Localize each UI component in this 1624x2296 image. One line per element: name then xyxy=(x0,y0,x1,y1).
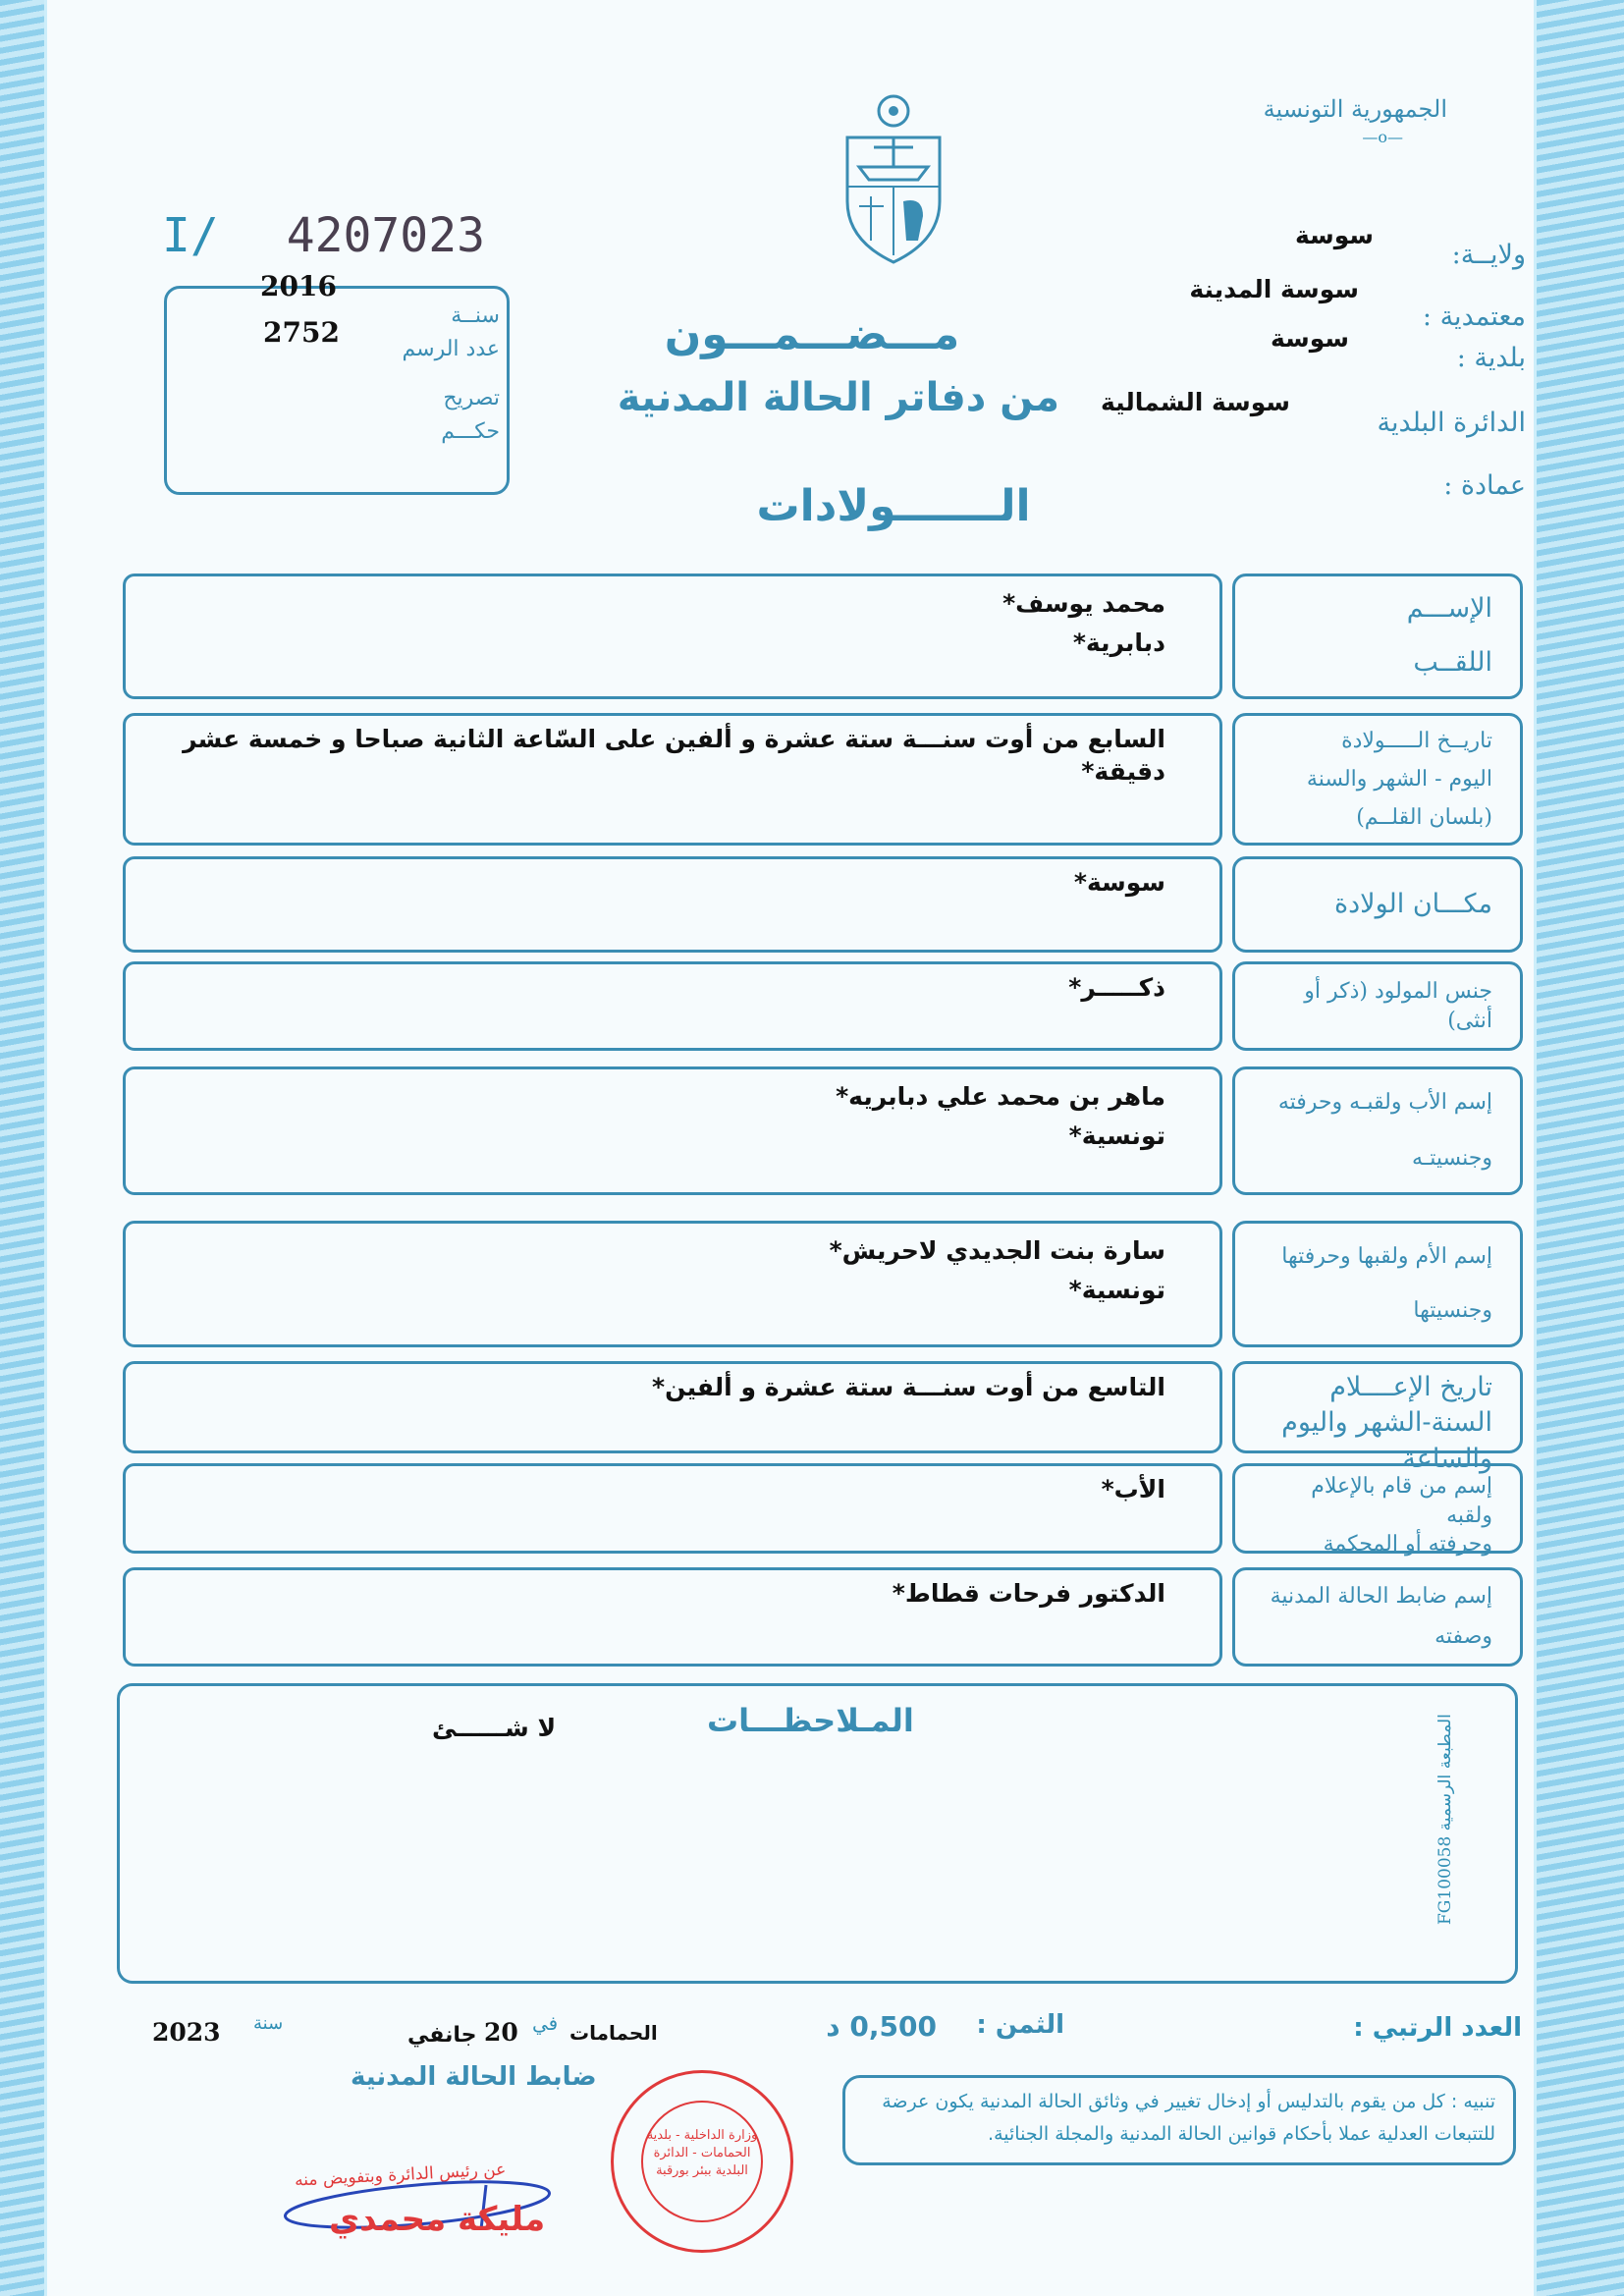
row-value-box xyxy=(123,1361,1222,1453)
row-value: ماهر بن محمد علي دبابريه* xyxy=(836,1082,1165,1111)
row-value-box xyxy=(123,1221,1222,1347)
row-label: اللقــب xyxy=(1413,647,1492,679)
row-label: إسم الأب ولقبـه وحرفته xyxy=(1277,1090,1492,1116)
governorate-value: سوسة xyxy=(1294,221,1374,249)
section-title-births: الـــــــولادات xyxy=(756,481,1031,531)
place-value: الحمامات xyxy=(569,2021,658,2045)
row-value: محمد يوسف* xyxy=(1002,589,1165,618)
price-label: الثمن : xyxy=(976,2010,1064,2040)
row-label: إسم من قام بالإعلام ولقبه xyxy=(1311,1474,1492,1528)
row-label-box xyxy=(1232,1567,1523,1667)
row-value: دبابرية* xyxy=(1072,629,1165,657)
row-label-box xyxy=(1232,1221,1523,1347)
row-value: سارة بنت الجديدي لاحريش* xyxy=(829,1236,1165,1265)
row-value: تونسية* xyxy=(1068,1276,1165,1304)
warning-text: تنبيه : كل من يقوم بالتدليس أو إدخال تغيير في وثائق الحالة المدنية يكون عرضة للتتبعات العدلية عملا بأحكام قوانين الحالة المدنية والمجلة الجنائية. xyxy=(882,2091,1495,2146)
document-title: مـــضـــمـــون xyxy=(664,309,960,359)
row-label: تاريــخ الـــــولادة xyxy=(1341,728,1492,753)
row-label: مكـــان الولادة xyxy=(1334,888,1492,919)
row-label: وجنسيتها xyxy=(1413,1298,1492,1324)
row-value: السابع من أوت سنـــة ستة عشرة و ألفين على السّاعة الثانية صباحا و خمسة عشر دقيقة* xyxy=(183,725,1165,786)
remarks-value: لا شــــــئ xyxy=(432,1714,557,1742)
row-label-box xyxy=(1232,961,1523,1051)
date-year: 2023 xyxy=(152,2018,221,2047)
serial-number: 4207023 xyxy=(286,208,485,263)
row-value-box xyxy=(123,1066,1222,1195)
governorate-label: ولايــة: xyxy=(1451,240,1526,270)
row-label: (بلسان القلــم) xyxy=(1356,804,1492,830)
delegation-label: معتمدية : xyxy=(1422,301,1526,332)
row-label-box xyxy=(1232,1463,1523,1558)
tunisia-coat-of-arms-emblem xyxy=(839,93,947,265)
row-value: الدكتور فرحات قطاط* xyxy=(892,1579,1165,1608)
row-label: وجنسيتـه xyxy=(1411,1145,1492,1171)
date-month: جانفي xyxy=(407,2023,477,2048)
judgment-label: حكـــم xyxy=(441,419,500,445)
row-value-box xyxy=(123,1463,1222,1554)
signature-name: مليكة محمدي xyxy=(329,2200,546,2239)
official-stamp xyxy=(611,2070,793,2253)
municipality-value: سوسة xyxy=(1270,324,1349,353)
row-label: تاريخ الإعــــلام xyxy=(1329,1372,1492,1402)
year-label: سنــة xyxy=(451,303,500,328)
municipality-label: بلدية : xyxy=(1456,343,1526,373)
signature-delegation-text: عن رئيس الدائرة وبتفويض منه xyxy=(294,2159,507,2191)
row-label-box xyxy=(1232,856,1523,953)
remarks-label: المـلاحظـــات xyxy=(707,1702,914,1739)
official-printer-mark: المطبعة الرسمية FG100058 xyxy=(1435,1714,1455,1925)
row-label-box xyxy=(1232,574,1523,699)
record-number-label: عدد الرسم xyxy=(402,337,500,362)
date-day: 20 xyxy=(484,2018,518,2047)
officer-title: ضابط الحالة المدنية xyxy=(351,2062,597,2092)
row-label: إسم الأم ولقبها وحرفتها xyxy=(1281,1243,1492,1269)
document-subtitle: من دفاتر الحالة المدنية xyxy=(617,375,1059,420)
delegation-value: سوسة المدينة xyxy=(1189,275,1359,303)
row-value-box xyxy=(123,574,1222,699)
header-divider: —o— xyxy=(1362,128,1403,146)
row-value: الأب* xyxy=(1101,1475,1165,1503)
row-value: تونسية* xyxy=(1068,1121,1165,1150)
in-label: في xyxy=(532,2011,559,2035)
row-label: وحرفته أو المحكمة xyxy=(1323,1532,1492,1558)
row-label: السنة-الشهر واليوم والساعة xyxy=(1281,1407,1492,1474)
row-value: سوسة* xyxy=(1073,868,1165,897)
row-value-box xyxy=(123,1567,1222,1667)
serial-prefix: I/ xyxy=(162,208,219,263)
row-label: وصفته xyxy=(1435,1624,1492,1650)
serial-stamp xyxy=(162,208,485,263)
imada-label: عمادة : xyxy=(1443,470,1526,501)
row-label: اليوم - الشهر والسنة xyxy=(1306,766,1492,792)
row-value-box xyxy=(123,856,1222,953)
republic-label: الجمهورية التونسية xyxy=(1263,95,1447,123)
record-number: 2752 xyxy=(263,316,340,349)
year-label: سنة xyxy=(253,2013,284,2034)
district-label: الدائرة البلدية xyxy=(1377,408,1526,438)
row-label: إسم ضابط الحالة المدنية xyxy=(1270,1583,1492,1609)
row-label: الإســـم xyxy=(1406,593,1492,625)
row-value: التاسع من أوت سنـــة ستة عشرة و ألفين* xyxy=(652,1373,1165,1401)
district-value: سوسة الشمالية xyxy=(1100,388,1290,416)
row-label-box xyxy=(1232,1066,1523,1195)
price-value: 0,500 د xyxy=(826,2010,937,2043)
declaration-label: تصريح xyxy=(443,386,500,411)
serial-order-label: العدد الرتبي : xyxy=(1353,2013,1522,2043)
row-value: ذكـــــر* xyxy=(1068,973,1165,1002)
row-value-box xyxy=(123,713,1222,846)
row-label-box xyxy=(1232,1361,1523,1474)
warning-box xyxy=(842,2075,1516,2165)
row-value-box xyxy=(123,961,1222,1051)
record-year: 2016 xyxy=(260,270,337,302)
stamp-text: وزارة الداخلية - بلدية الحمامات - الدائرة البلدية ببئر بورقبة xyxy=(646,2128,758,2179)
row-label: جنس المولود (ذكر أو أنثى) xyxy=(1304,978,1492,1033)
row-label-box xyxy=(1232,713,1523,846)
